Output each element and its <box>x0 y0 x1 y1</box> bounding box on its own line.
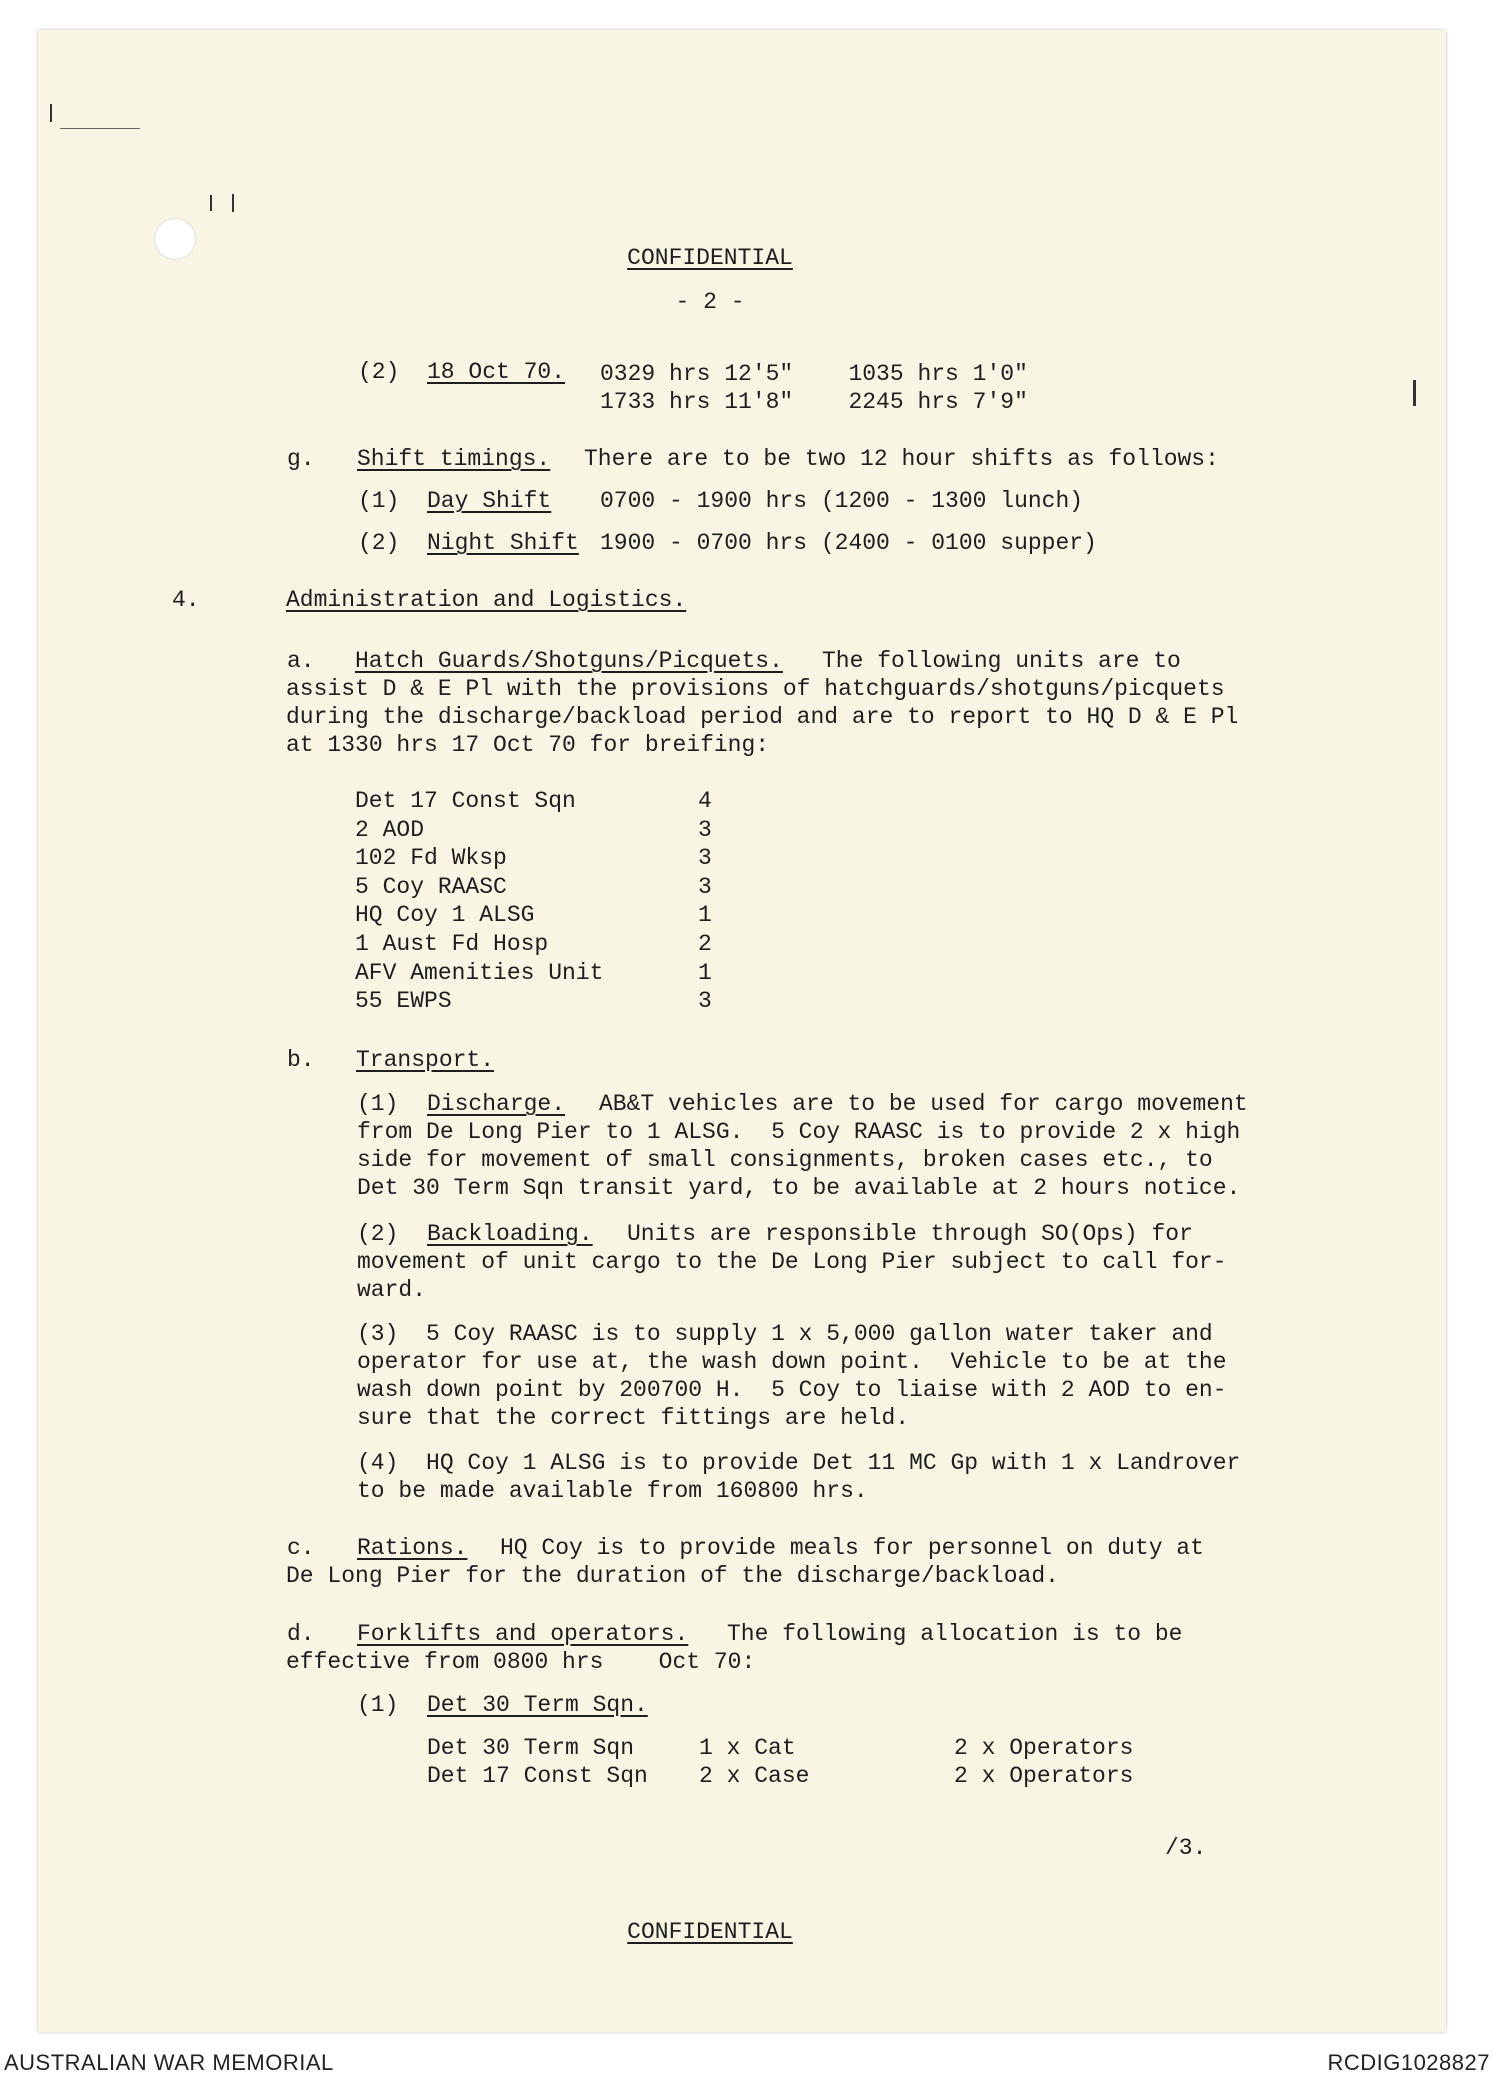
shift-heading: Shift timings. <box>357 446 551 472</box>
night-shift-number: (2) <box>358 530 400 556</box>
list-item: 55 EWPS <box>355 988 452 1015</box>
night-shift-label: Night Shift <box>427 530 579 556</box>
discharge-line-2: from De Long Pier to 1 ALSG. 5 Coy RAASC is to provide 2 x high <box>357 1119 1241 1145</box>
section-number: 4. <box>172 587 200 613</box>
hatch-line-3: during the discharge/backload period and are to report to HQ D & E Pl <box>286 704 1239 730</box>
forklifts-sub-heading: Det 30 Term Sqn. <box>427 1692 648 1718</box>
landrover-line-2: to be made available from 160800 hrs. <box>357 1478 868 1504</box>
forklifts-heading: Forklifts and operators. <box>357 1621 689 1647</box>
stray-mark <box>1413 380 1416 406</box>
discharge-line-4: Det 30 Term Sqn transit yard, to be available at 2 hours notice. <box>357 1175 1241 1201</box>
hatch-line-4: at 1330 hrs 17 Oct 70 for breifing: <box>286 732 770 758</box>
day-shift-number: (1) <box>358 488 400 514</box>
discharge-line-1: AB&T vehicles are to be used for cargo movement <box>599 1091 1248 1117</box>
stray-mark <box>210 195 212 211</box>
backloading-line-1: Units are responsible through SO(Ops) for <box>627 1221 1193 1247</box>
forklift-row-unit: Det 17 Const Sqn <box>427 1763 648 1789</box>
list-item: 4 <box>698 788 712 814</box>
document-page <box>38 30 1446 2032</box>
rations-heading: Rations. <box>357 1535 468 1561</box>
list-item: 3 <box>698 988 712 1015</box>
forklift-row-operators: 2 x Operators <box>954 1735 1134 1761</box>
stray-mark <box>60 128 140 129</box>
landrover-line-1: (4) HQ Coy 1 ALSG is to provide Det 11 MC Gp with 1 x Landrover <box>357 1450 1241 1476</box>
day-shift-label: Day Shift <box>427 488 552 514</box>
count-list <box>698 787 712 1016</box>
list-item: 3 <box>698 845 712 872</box>
water-line-2: operator for use at, the wash down point. Vehicle to be at the <box>357 1349 1227 1375</box>
archive-reference: RCDIG1028827 <box>1327 2050 1490 2075</box>
list-item: AFV Amenities Unit <box>355 959 604 986</box>
forklifts-sub-number: (1) <box>357 1692 399 1718</box>
unit-list <box>355 787 603 1016</box>
backloading-heading: Backloading. <box>427 1221 593 1247</box>
night-shift-text: 1900 - 0700 hrs (2400 - 0100 supper) <box>600 530 1097 556</box>
stray-mark <box>232 194 234 212</box>
list-item: 3 <box>698 816 712 843</box>
hatch-heading: Hatch Guards/Shotguns/Picquets. <box>355 648 783 674</box>
day-shift-text: 0700 - 1900 hrs (1200 - 1300 lunch) <box>600 488 1084 514</box>
punch-hole <box>154 218 196 260</box>
classification-footer: CONFIDENTIAL <box>627 1919 793 1945</box>
rations-line-2: De Long Pier for the duration of the discharge/backload. <box>286 1563 1059 1589</box>
hatch-letter: a. <box>287 648 315 674</box>
forklift-row-item: 2 x Case <box>699 1763 810 1789</box>
backloading-line-3: ward. <box>357 1277 427 1303</box>
list-item: 1 <box>698 959 712 986</box>
classification-header: CONFIDENTIAL <box>627 245 793 271</box>
list-item: 1 <box>698 902 712 929</box>
list-item: 102 Fd Wksp <box>355 845 507 872</box>
shift-letter: g. <box>287 446 315 472</box>
tide-row-2: 1733 hrs 11'8" 2245 hrs 7'9" <box>600 389 1028 415</box>
list-item: 5 Coy RAASC <box>355 873 507 900</box>
section-title: Administration and Logistics. <box>286 587 687 613</box>
continuation-mark: /3. <box>1165 1835 1207 1861</box>
rations-letter: c. <box>287 1535 315 1561</box>
list-item: HQ Coy 1 ALSG <box>355 902 535 929</box>
rations-line-1: HQ Coy is to provide meals for personnel on duty at <box>500 1535 1204 1561</box>
shift-intro: There are to be two 12 hour shifts as follows: <box>584 446 1219 472</box>
water-line-3: wash down point by 200700 H. 5 Coy to liaise with 2 AOD to en- <box>357 1377 1227 1403</box>
backloading-line-2: movement of unit cargo to the De Long Pier subject to call for- <box>357 1249 1227 1275</box>
tide-item-number: (2) <box>358 359 400 385</box>
forklifts-letter: d. <box>287 1621 315 1647</box>
forklift-row-operators: 2 x Operators <box>954 1763 1134 1789</box>
discharge-number: (1) <box>357 1091 399 1117</box>
hatch-line-2: assist D & E Pl with the provisions of hatchguards/shotguns/picquets <box>286 676 1225 702</box>
water-line-4: sure that the correct fittings are held. <box>357 1405 910 1431</box>
forklifts-line-1: The following allocation is to be <box>727 1621 1183 1647</box>
stray-mark <box>50 104 52 122</box>
list-item: Det 17 Const Sqn <box>355 788 576 814</box>
discharge-line-3: side for movement of small consignments, broken cases etc., to <box>357 1147 1213 1173</box>
archive-credit: AUSTRALIAN WAR MEMORIAL <box>4 2050 334 2075</box>
transport-heading: Transport. <box>356 1047 495 1073</box>
discharge-heading: Discharge. <box>427 1091 566 1117</box>
list-item: 2 <box>698 930 712 957</box>
list-item: 3 <box>698 873 712 900</box>
tide-date: 18 Oct 70. <box>427 359 566 385</box>
water-line-1: (3) 5 Coy RAASC is to supply 1 x 5,000 gallon water taker and <box>357 1321 1213 1347</box>
forklift-row-item: 1 x Cat <box>699 1735 796 1761</box>
transport-letter: b. <box>287 1047 315 1073</box>
list-item: 1 Aust Fd Hosp <box>355 930 549 957</box>
page-number: - 2 - <box>675 289 745 315</box>
hatch-line-1: The following units are to <box>822 648 1181 674</box>
forklifts-line-2: effective from 0800 hrs Oct 70: <box>286 1649 756 1675</box>
tide-row-1: 0329 hrs 12'5" 1035 hrs 1'0" <box>600 361 1028 387</box>
backloading-number: (2) <box>357 1221 399 1247</box>
forklift-row-unit: Det 30 Term Sqn <box>427 1735 635 1761</box>
list-item: 2 AOD <box>355 816 425 843</box>
